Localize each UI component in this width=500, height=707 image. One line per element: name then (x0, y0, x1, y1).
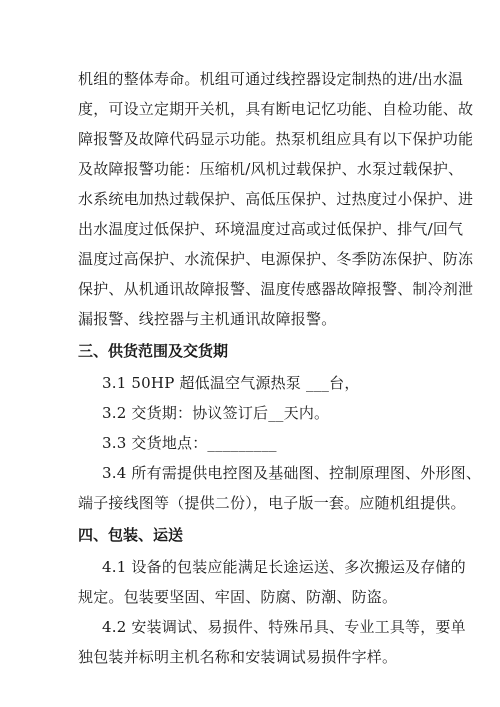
text-line: 水系统电加热过载保护、高低压保护、过热度过小保护、进 (78, 190, 474, 208)
item-4-1-line-1: 4.1 设备的包装应能满足长途运送、多次搬运及存储的 (102, 558, 466, 576)
paragraph-protection-features (78, 64, 474, 334)
text-line: 机组的整体寿命。机组可通过线控器设定制热的进/出水温 (78, 70, 464, 88)
section-heading-packaging: 四、包装、运送 (78, 526, 184, 544)
text-line: 保护、从机通讯故障报警、温度传感器故障报警、制冷剂泄 (78, 280, 474, 298)
item-3-4-line-2: 端子接线图等（提供二份），电子版一套。应随机组提供。 (78, 494, 466, 512)
text-line: 出水温度过低保护、环境温度过高或过低保护、排气/回气 (78, 220, 464, 238)
item-4-1-line-2: 规定。包装要坚固、牢固、防腐、防潮、防盗。 (78, 588, 398, 606)
text-line: 及故障报警功能：压缩机/风机过载保护、水泵过载保护、 (78, 160, 464, 178)
text-line: 温度过高保护、水流保护、电源保护、冬季防冻保护、防冻 (78, 250, 474, 268)
text-line: 漏报警、线控器与主机通讯故障报警。 (78, 310, 337, 328)
text-line: 障报警及故障代码显示功能。热泵机组应具有以下保护功能 (78, 130, 474, 148)
section-heading-supply-scope: 三、供货范围及交货期 (78, 342, 229, 360)
item-3-2: 3.2 交货期：协议签订后__天内。 (102, 404, 330, 422)
item-3-4-line-1: 3.4 所有需提供电控图及基础图、控制原理图、外形图、 (102, 464, 482, 482)
item-4-2-line-2: 独包装并标明主机名称和安装调试易损件字样。 (78, 648, 398, 666)
item-4-2-line-1: 4.2 安装调试、易损件、特殊吊具、专业工具等，要单 (102, 618, 466, 636)
item-3-3: 3.3 交货地点：_________ (102, 434, 277, 452)
text-line: 度，可设立定期开关机，具有断电记忆功能、自检功能、故 (78, 100, 474, 118)
item-3-1: 3.1 50HP 超低温空气源热泵 ___台， (102, 374, 360, 392)
